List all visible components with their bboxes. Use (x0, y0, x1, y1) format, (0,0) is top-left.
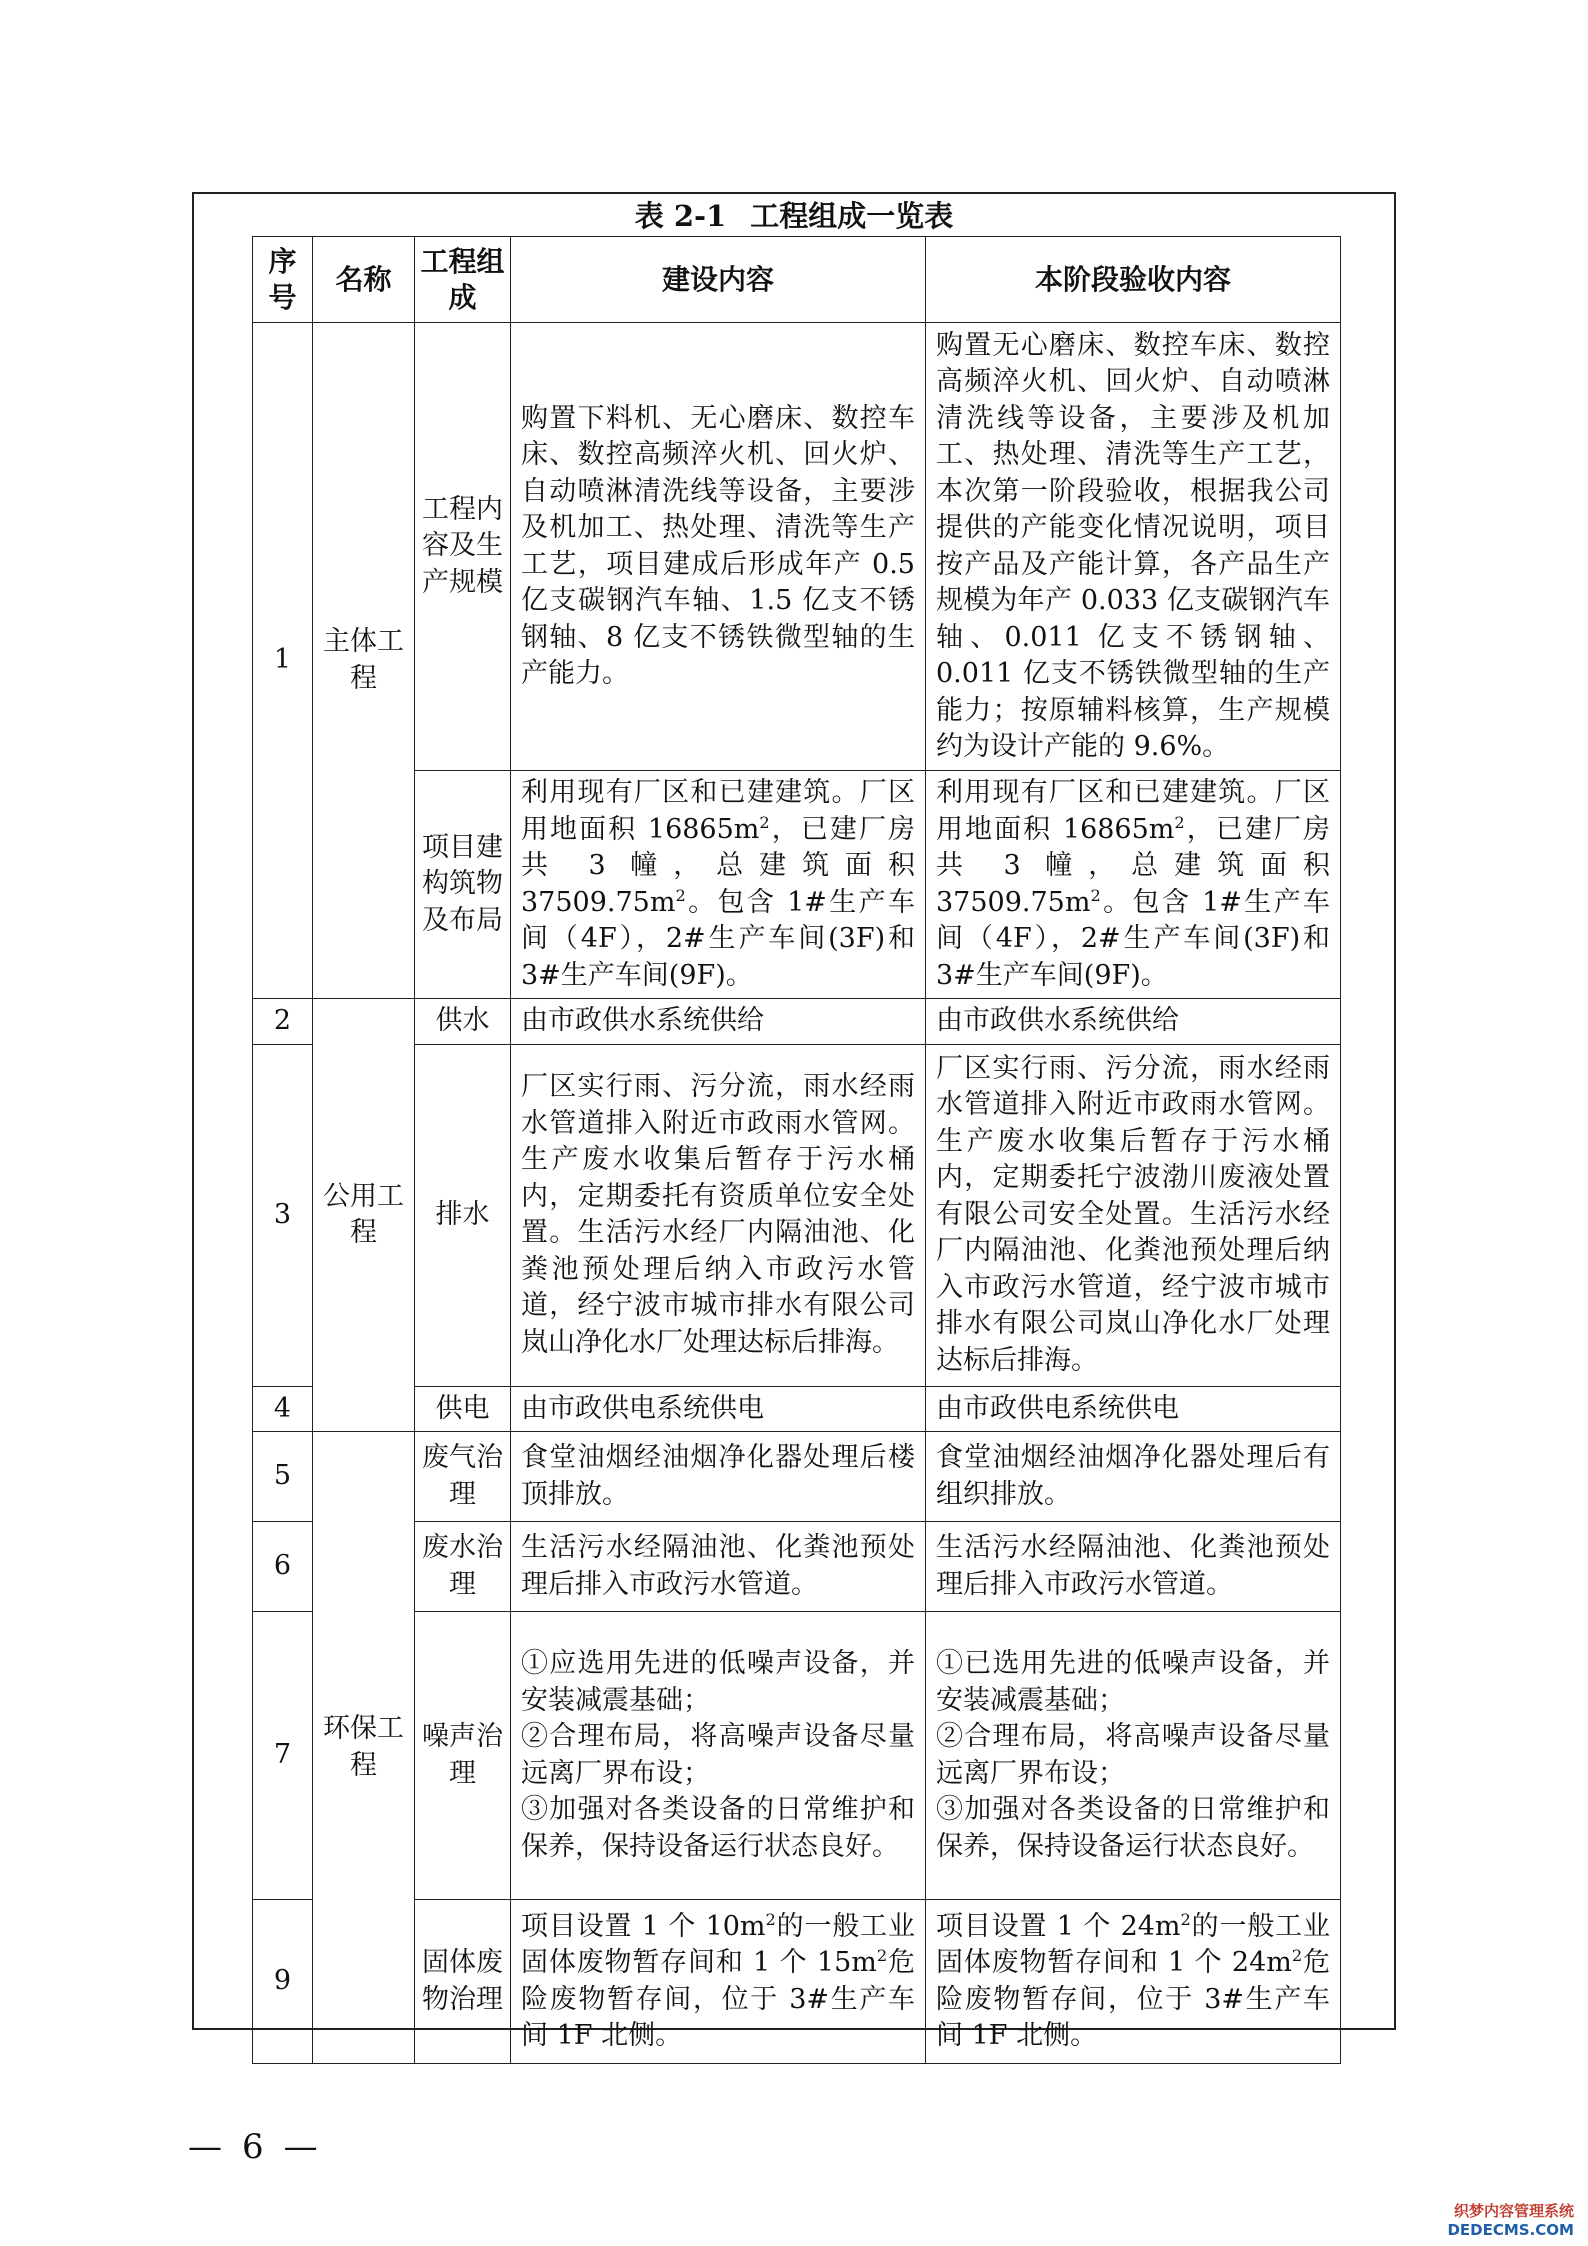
row-build: 项目设置 1 个 $10m^2$的一般工业固体废物暂存间和 1 个 $15m^2$危险废物暂存间，位于 3#生产车间 1F 北侧。 (511, 1900, 926, 2064)
header-build: 建设内容 (511, 237, 926, 323)
page-number: 6 (242, 2127, 266, 2167)
row-seq: 3 (253, 1044, 313, 1386)
row-build: 食堂油烟经油烟净化器处理后楼顶排放。 (511, 1432, 926, 1522)
row-build: 利用现有厂区和已建建筑。厂区用地面积 $16865m^2$，已建厂房共 3 幢，总建筑面积 $37509.75m^2$。包含 1#生产车间（4F），2#生产车间(3F)和 3#生产车间(9F)。 (511, 771, 926, 999)
table-row (253, 1044, 1341, 1386)
row-seq: 4 (253, 1386, 313, 1432)
row-comp: 固体废物治理 (415, 1900, 511, 2064)
table-row (253, 1386, 1341, 1432)
row-build: 购置下料机、无心磨床、数控车床、数控高频淬火机、回火炉、自动喷淋清洗线等设备，主要涉及机加工、热处理、清洗等生产工艺，项目建成后形成年产 0.5 亿支碳钢汽车轴、1.5 亿支不锈钢轴、8 亿支不锈铁微型轴的生产能力。 (511, 323, 926, 771)
table-row (253, 1522, 1341, 1612)
row-accept: 利用现有厂区和已建建筑。厂区用地面积 $16865m^2$，已建厂房共 3 幢，总建筑面积 $37509.75m^2$。包含 1#生产车间（4F），2#生产车间(3F)和 3#生产车间(9F)。 (926, 771, 1341, 999)
row-build: 厂区实行雨、污分流，雨水经雨水管道排入附近市政雨水管网。生产废水收集后暂存于污水桶内，定期委托有资质单位安全处置。生活污水经厂内隔油池、化粪池预处理后纳入市政污水管道，经宁波市城市排水有限公司岚山净化水厂处理达标后排海。 (511, 1044, 926, 1386)
row-accept: 厂区实行雨、污分流，雨水经雨水管道排入附近市政雨水管网。生产废水收集后暂存于污水桶内，定期委托宁波渤川废液处置有限公司安全处置。生活污水经厂内隔油池、化粪池预处理后纳入市政污水管道，经宁波市城市排水有限公司岚山净化水厂处理达标后排海。 (926, 1044, 1341, 1386)
row-seq: 2 (253, 999, 313, 1045)
table-row (253, 1900, 1341, 2064)
table-caption: 工程组成一览表 (750, 199, 954, 233)
row-comp: 噪声治理 (415, 1612, 511, 1900)
table-header-row (253, 237, 1341, 323)
row-build: ①应选用先进的低噪声设备，并安装减震基础； ②合理布局，将高噪声设备尽量远离厂界布设； ③加强对各类设备的日常维护和保养，保持设备运行状态良好。 (511, 1612, 926, 1900)
header-comp: 工程组成 (415, 237, 511, 323)
footer-dash-left: — (188, 2127, 224, 2167)
row-build: 由市政供水系统供给 (511, 999, 926, 1045)
row-accept: 由市政供电系统供电 (926, 1386, 1341, 1432)
row-seq: 6 (253, 1522, 313, 1612)
row-name: 主体工程 (313, 323, 415, 999)
footer-dash-right: — (283, 2127, 320, 2167)
row-comp: 供电 (415, 1386, 511, 1432)
row-build: 由市政供电系统供电 (511, 1386, 926, 1432)
row-comp: 排水 (415, 1044, 511, 1386)
page-footer (188, 2127, 338, 2167)
row-accept: 生活污水经隔油池、化粪池预处理后排入市政污水管道。 (926, 1522, 1341, 1612)
row-accept: ①已选用先进的低噪声设备，并安装减震基础； ②合理布局，将高噪声设备尽量远离厂界布设； ③加强对各类设备的日常维护和保养，保持设备运行状态良好。 (926, 1612, 1341, 1900)
table-number: 表 2-1 (634, 199, 727, 233)
table-row (253, 1612, 1341, 1900)
watermark-line2: DEDECMS.COM (1447, 2221, 1574, 2239)
table-row (253, 1432, 1341, 1522)
table-title (192, 196, 1396, 236)
table-row (253, 999, 1341, 1045)
row-name: 环保工程 (313, 1432, 415, 2064)
row-seq: 5 (253, 1432, 313, 1522)
row-comp: 废气治理 (415, 1432, 511, 1522)
table-row (253, 323, 1341, 771)
row-accept: 食堂油烟经油烟净化器处理后有组织排放。 (926, 1432, 1341, 1522)
row-accept: 项目设置 1 个 $24m^2$的一般工业固体废物暂存间和 1 个 $24m^2$危险废物暂存间，位于 3#生产车间 1F 北侧。 (926, 1900, 1341, 2064)
row-seq: 7 (253, 1612, 313, 1900)
row-accept: 购置无心磨床、数控车床、数控高频淬火机、回火炉、自动喷淋清洗线等设备，主要涉及机加工、热处理、清洗等生产工艺，本次第一阶段验收，根据我公司提供的产能变化情况说明，项目按产品及产能计算，各产品生产规模为年产 0.033 亿支碳钢汽车轴、0.011 亿支不锈钢轴、0.011 亿支不锈铁微型轴的生产能力；按原辅料核算，生产规模约为设计产能的 9.6%。 (926, 323, 1341, 771)
watermark (1447, 2202, 1574, 2240)
watermark-line1: 织梦内容管理系统 (1453, 2202, 1574, 2220)
engineering-table (252, 236, 1341, 2064)
row-build: 生活污水经隔油池、化粪池预处理后排入市政污水管道。 (511, 1522, 926, 1612)
row-comp: 废水治理 (415, 1522, 511, 1612)
header-name: 名称 (313, 237, 415, 323)
table-row (253, 771, 1341, 999)
row-comp: 项目建构筑物及布局 (415, 771, 511, 999)
row-accept: 由市政供水系统供给 (926, 999, 1341, 1045)
header-accept: 本阶段验收内容 (926, 237, 1341, 323)
row-comp: 供水 (415, 999, 511, 1045)
row-seq: 1 (253, 323, 313, 999)
header-seq: 序号 (253, 237, 313, 323)
row-name: 公用工程 (313, 999, 415, 1432)
row-comp: 工程内容及生产规模 (415, 323, 511, 771)
row-seq: 9 (253, 1900, 313, 2064)
